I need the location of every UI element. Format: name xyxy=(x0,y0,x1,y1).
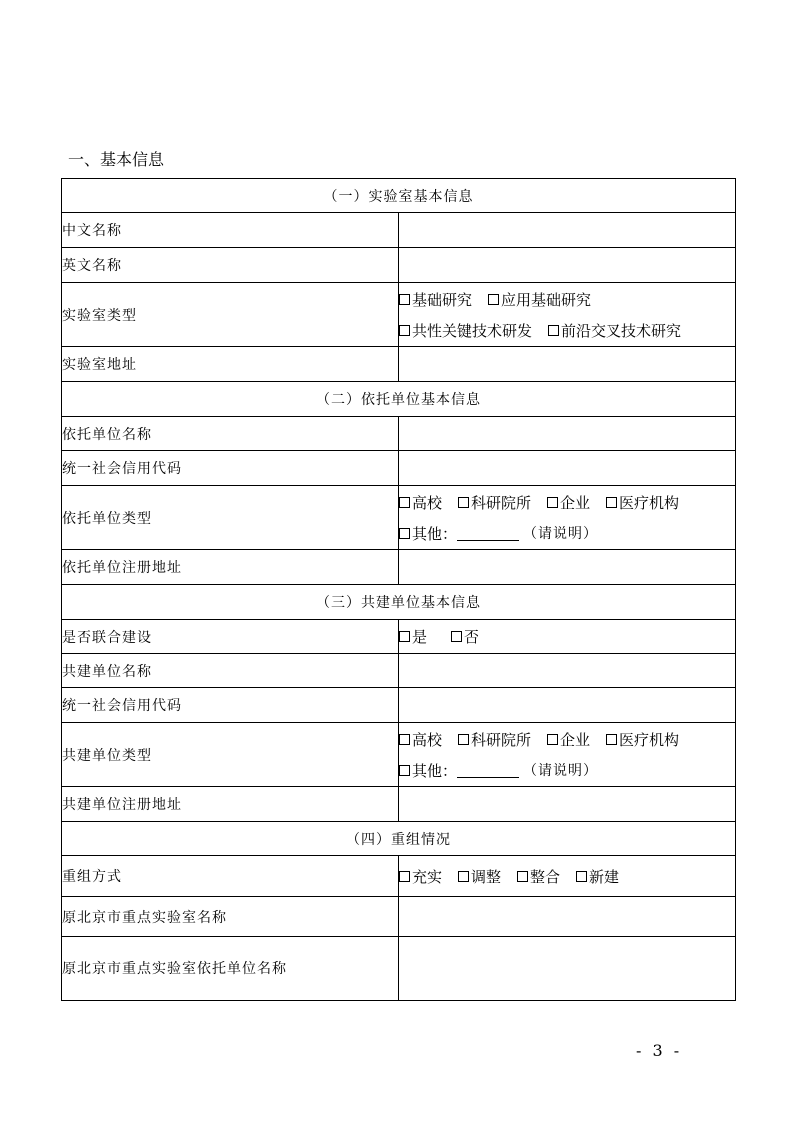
label-reorg-mode: 重组方式 xyxy=(62,856,399,897)
option-applied-basic-research[interactable]: 应用基础研究 xyxy=(488,289,591,310)
checkbox-icon xyxy=(458,497,469,508)
label-co-type: 共建单位类型 xyxy=(62,723,399,787)
label-cn-name: 中文名称 xyxy=(62,213,399,248)
checkbox-icon xyxy=(451,631,462,642)
checkbox-icon xyxy=(399,765,410,776)
co-type-options xyxy=(399,723,736,787)
option-integrate[interactable]: 整合 xyxy=(517,866,560,887)
option-other[interactable]: 其他： xyxy=(399,760,457,781)
host-name-field[interactable] xyxy=(399,417,736,451)
checkbox-icon xyxy=(547,497,558,508)
checkbox-icon xyxy=(606,497,617,508)
checkbox-icon xyxy=(458,871,469,882)
section-heading: 一、基本信息 xyxy=(68,150,165,169)
label-en-name: 英文名称 xyxy=(62,248,399,283)
option-key-tech[interactable]: 共性关键技术研发 xyxy=(399,320,532,341)
checkbox-icon xyxy=(606,734,617,745)
other-blank-input[interactable] xyxy=(457,762,519,778)
checkbox-icon xyxy=(576,871,587,882)
checkbox-icon xyxy=(399,631,410,642)
orig-lab-host-field[interactable] xyxy=(399,937,736,1001)
cn-name-field[interactable] xyxy=(399,213,736,248)
checkbox-icon xyxy=(399,528,410,539)
option-yes[interactable]: 是 xyxy=(399,626,427,647)
label-lab-type: 实验室类型 xyxy=(62,283,399,347)
other-note: （请说明） xyxy=(523,526,599,542)
orig-lab-name-field[interactable] xyxy=(399,897,736,937)
page-number: - 3 - xyxy=(636,1041,683,1060)
lab-address-field[interactable] xyxy=(399,347,736,382)
option-frontier-tech[interactable]: 前沿交叉技术研究 xyxy=(548,320,681,341)
other-blank-input[interactable] xyxy=(457,525,519,541)
option-enterprise[interactable]: 企业 xyxy=(547,492,590,513)
option-basic-research[interactable]: 基础研究 xyxy=(399,289,472,310)
label-host-type: 依托单位类型 xyxy=(62,486,399,550)
checkbox-icon xyxy=(458,734,469,745)
section-title-host: （二）依托单位基本信息 xyxy=(62,382,736,417)
option-research-institute[interactable]: 科研院所 xyxy=(458,492,531,513)
basic-info-table xyxy=(61,178,736,1001)
option-enterprise[interactable]: 企业 xyxy=(547,729,590,750)
checkbox-icon xyxy=(399,497,410,508)
label-co-name: 共建单位名称 xyxy=(62,654,399,688)
option-medical[interactable]: 医疗机构 xyxy=(606,492,679,513)
section-title-co: （三）共建单位基本信息 xyxy=(62,585,736,620)
option-university[interactable]: 高校 xyxy=(399,492,442,513)
option-new[interactable]: 新建 xyxy=(576,866,619,887)
option-research-institute[interactable]: 科研院所 xyxy=(458,729,531,750)
checkbox-icon xyxy=(399,325,410,336)
label-orig-lab-host: 原北京市重点实验室依托单位名称 xyxy=(62,937,399,1001)
host-address-field[interactable] xyxy=(399,550,736,585)
label-orig-lab-name: 原北京市重点实验室名称 xyxy=(62,897,399,937)
host-type-options xyxy=(399,486,736,550)
option-other[interactable]: 其他： xyxy=(399,523,457,544)
label-joint: 是否联合建设 xyxy=(62,620,399,654)
label-co-address: 共建单位注册地址 xyxy=(62,787,399,822)
checkbox-icon xyxy=(488,294,499,305)
host-code-field[interactable] xyxy=(399,451,736,486)
option-no[interactable]: 否 xyxy=(451,626,479,647)
co-code-field[interactable] xyxy=(399,688,736,723)
label-host-code: 统一社会信用代码 xyxy=(62,451,399,486)
en-name-field[interactable] xyxy=(399,248,736,283)
checkbox-icon xyxy=(547,734,558,745)
label-lab-address: 实验室地址 xyxy=(62,347,399,382)
option-adjust[interactable]: 调整 xyxy=(458,866,501,887)
checkbox-icon xyxy=(399,871,410,882)
option-university[interactable]: 高校 xyxy=(399,729,442,750)
label-host-name: 依托单位名称 xyxy=(62,417,399,451)
checkbox-icon xyxy=(399,294,410,305)
option-medical[interactable]: 医疗机构 xyxy=(606,729,679,750)
checkbox-icon xyxy=(399,734,410,745)
reorg-options xyxy=(399,856,736,897)
lab-type-options xyxy=(399,283,736,347)
option-enrich[interactable]: 充实 xyxy=(399,866,442,887)
other-note: （请说明） xyxy=(523,763,599,779)
checkbox-icon xyxy=(548,325,559,336)
joint-options xyxy=(399,620,736,654)
section-title-lab: （一）实验室基本信息 xyxy=(62,179,736,213)
co-address-field[interactable] xyxy=(399,787,736,822)
co-name-field[interactable] xyxy=(399,654,736,688)
label-co-code: 统一社会信用代码 xyxy=(62,688,399,723)
label-host-address: 依托单位注册地址 xyxy=(62,550,399,585)
checkbox-icon xyxy=(517,871,528,882)
section-title-reorg: （四）重组情况 xyxy=(62,822,736,856)
